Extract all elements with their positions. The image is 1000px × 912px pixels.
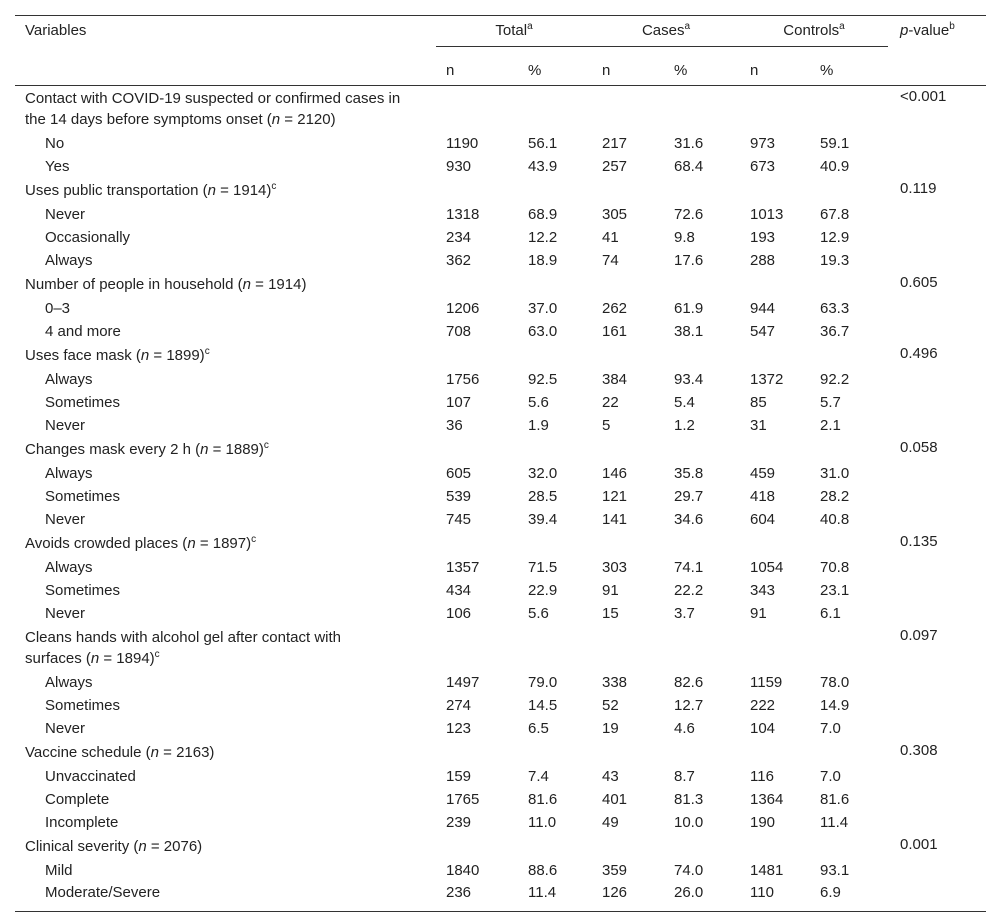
cell-total-pct: 81.6 — [528, 791, 558, 808]
cell-controls-pct: 40.9 — [820, 158, 850, 175]
row-label: Always — [45, 465, 93, 482]
cell-controls-pct: 92.2 — [820, 371, 850, 388]
cell-controls-n: 190 — [750, 814, 776, 831]
section-n-symbol: n — [200, 441, 209, 458]
header-controls-pct: % — [810, 55, 888, 86]
section-label — [15, 272, 888, 297]
cell-cases-pct: 68.4 — [674, 158, 704, 175]
cell-cases-pct: 26.0 — [664, 882, 740, 912]
cell-cases-pct: 81.3 — [674, 791, 704, 808]
section-footnote-mark: c — [204, 346, 210, 357]
cell-pvalue-empty — [888, 462, 986, 485]
cell-controls-pct: 78.0 — [820, 674, 850, 691]
cell-cases-n: 15 — [602, 605, 619, 622]
cell-total-pct: 7.4 — [528, 768, 549, 785]
cell-controls-n: 288 — [750, 252, 776, 269]
cell-cases-pct: 1.2 — [674, 417, 695, 434]
header-variables: Variables — [15, 16, 436, 86]
cell-pvalue-empty — [888, 297, 986, 320]
cell-total-pct: 12.2 — [528, 229, 558, 246]
table-section-row — [15, 343, 986, 368]
cell-total-pct: 32.0 — [528, 465, 558, 482]
cell-total-pct: 56.1 — [528, 135, 558, 152]
cell-controls-n: 604 — [750, 511, 776, 528]
cell-total-pct: 22.9 — [528, 582, 558, 599]
header-cases: Cases$^a$ — [592, 16, 740, 56]
cell-cases-n: 217 — [602, 135, 628, 152]
section-n-symbol: n — [140, 347, 150, 364]
table-row — [15, 694, 986, 717]
table-row — [15, 508, 986, 531]
section-label-text: Uses face mask ( — [25, 347, 141, 364]
section-pvalue: 0.308 — [900, 742, 938, 759]
cell-pvalue-empty — [888, 579, 986, 602]
cell-cases-pct: 82.6 — [674, 674, 704, 691]
section-n-value: = 1914) — [250, 276, 307, 293]
cell-total-pct: 11.4 — [518, 882, 592, 912]
cell-cases-pct: 29.7 — [674, 488, 704, 505]
section-n-value: = 1897) — [195, 535, 252, 552]
cell-total-n: 1318 — [446, 206, 480, 223]
cell-controls-pct: 19.3 — [820, 252, 850, 269]
cell-cases-n: 91 — [602, 582, 619, 599]
cell-total-n: 123 — [446, 720, 472, 737]
section-pvalue: <0.001 — [900, 88, 947, 105]
cell-controls-n: 343 — [750, 582, 776, 599]
section-label — [15, 740, 888, 765]
row-label: Sometimes — [45, 582, 121, 599]
table-row — [15, 462, 986, 485]
cell-total-n: 1206 — [446, 300, 480, 317]
cell-cases-pct: 17.6 — [674, 252, 704, 269]
cell-cases-n: 49 — [602, 814, 619, 831]
cell-cases-pct: 35.8 — [674, 465, 704, 482]
cell-cases-n: 338 — [602, 674, 628, 691]
cell-total-n: 605 — [446, 465, 472, 482]
row-label: Unvaccinated — [45, 768, 136, 785]
cell-pvalue-empty — [888, 508, 986, 531]
section-n-symbol: n — [242, 276, 251, 293]
section-n-value: = 1894) — [99, 650, 155, 667]
section-pvalue: 0.097 — [900, 627, 938, 644]
cell-total-n: 1190 — [446, 135, 479, 152]
row-label: 0–3 — [45, 300, 71, 317]
cell-pvalue-empty — [888, 249, 986, 272]
section-pvalue: 0.605 — [900, 274, 938, 291]
cell-total-n: 1497 — [446, 674, 480, 691]
section-label-text: Number of people in household ( — [25, 276, 243, 293]
table-section-row — [15, 625, 986, 671]
cell-controls-pct: 63.3 — [820, 300, 850, 317]
cell-controls-pct: 11.4 — [820, 814, 849, 831]
cell-cases-pct: 10.0 — [674, 814, 704, 831]
cell-cases-n: 359 — [602, 862, 628, 879]
cell-total-n: 362 — [446, 252, 472, 269]
cell-pvalue-empty — [888, 226, 986, 249]
cell-pvalue-empty — [888, 811, 986, 834]
cell-total-pct: 14.5 — [528, 697, 558, 714]
cell-pvalue-empty — [888, 320, 986, 343]
cell-controls-n: 1481 — [750, 862, 784, 879]
table-section-row — [15, 272, 986, 297]
data-table — [15, 15, 986, 912]
cell-total-pct: 5.6 — [528, 394, 549, 411]
cell-cases-n: 74 — [602, 252, 619, 269]
table-row — [15, 882, 986, 912]
cell-cases-pct: 5.4 — [674, 394, 695, 411]
section-pvalue: 0.135 — [900, 533, 938, 550]
cell-controls-pct: 7.0 — [820, 768, 841, 785]
cell-controls-n: 1013 — [750, 206, 784, 223]
cell-controls-pct: 23.1 — [820, 582, 850, 599]
cell-total-pct: 28.5 — [528, 488, 558, 505]
table-row — [15, 203, 986, 226]
cell-cases-pct: 22.2 — [674, 582, 704, 599]
cell-cases-pct: 4.6 — [674, 720, 695, 737]
cell-controls-pct: 59.1 — [820, 135, 850, 152]
cell-pvalue-empty — [888, 882, 986, 912]
cell-cases-n: 141 — [602, 511, 628, 528]
section-footnote-mark: c — [251, 534, 257, 545]
row-label: Always — [45, 252, 93, 269]
row-label: Always — [45, 371, 93, 388]
row-label: Never — [45, 720, 86, 737]
row-label: Mild — [45, 862, 73, 879]
cell-total-pct: 39.4 — [528, 511, 558, 528]
cell-controls-n: 110 — [740, 882, 810, 912]
cell-total-n: 1840 — [446, 862, 480, 879]
cell-total-n: 708 — [446, 323, 472, 340]
cell-total-n: 106 — [446, 605, 472, 622]
cell-total-n: 107 — [446, 394, 472, 411]
cell-cases-pct: 61.9 — [674, 300, 704, 317]
cell-cases-n: 43 — [602, 768, 619, 785]
table-row — [15, 414, 986, 437]
cell-cases-pct: 74.0 — [674, 862, 704, 879]
cell-controls-n: 104 — [750, 720, 776, 737]
section-n-value: = 1899) — [149, 347, 205, 364]
cell-cases-n: 262 — [602, 300, 628, 317]
section-label-text: Uses public transportation ( — [25, 182, 208, 199]
row-label: Sometimes — [45, 697, 121, 714]
cell-controls-pct: 40.8 — [820, 511, 850, 528]
header-pvalue: p-value$^b$ — [888, 16, 986, 86]
cell-controls-n: 222 — [750, 697, 776, 714]
cell-controls-n: 418 — [750, 488, 776, 505]
section-label — [15, 834, 888, 859]
table-row — [15, 320, 986, 343]
table-row — [15, 249, 986, 272]
section-label-text: Cleans hands with alcohol gel after contact with surfaces ( — [25, 629, 342, 667]
header-total-pct: % — [518, 55, 592, 86]
row-label: Complete — [45, 791, 110, 808]
cell-controls-pct: 2.1 — [820, 417, 841, 434]
cell-total-n: 434 — [446, 582, 472, 599]
row-label: Occasionally — [45, 229, 131, 246]
section-pvalue: 0.119 — [900, 180, 937, 197]
cell-pvalue-empty — [888, 765, 986, 788]
cell-total-n: 234 — [446, 229, 472, 246]
section-label — [15, 437, 888, 462]
cell-pvalue-empty — [888, 788, 986, 811]
header-total: Total$^a$ — [436, 16, 592, 56]
cell-controls-n: 31 — [750, 417, 767, 434]
cell-cases-n: 41 — [602, 229, 619, 246]
cell-total-n: 274 — [446, 697, 472, 714]
section-n-symbol: n — [90, 650, 100, 667]
cell-controls-n: 547 — [750, 323, 776, 340]
section-pvalue: 0.001 — [900, 836, 938, 853]
header-total-n: n — [436, 55, 518, 86]
table-row — [15, 226, 986, 249]
section-n-value: = 2120) — [280, 111, 336, 128]
cell-cases-pct: 74.1 — [674, 559, 704, 576]
section-label — [15, 531, 888, 556]
cell-total-pct: 71.5 — [528, 559, 558, 576]
table-row — [15, 671, 986, 694]
cell-cases-pct: 34.6 — [674, 511, 704, 528]
table-row — [15, 155, 986, 178]
section-label-text: Clinical severity ( — [25, 838, 139, 855]
section-n-symbol: n — [207, 182, 216, 199]
table-section-row — [15, 86, 986, 133]
row-label: Never — [45, 206, 86, 223]
section-n-symbol: n — [187, 535, 196, 552]
section-n-symbol: n — [138, 838, 147, 855]
header-controls: Controls$^a$ — [740, 16, 888, 56]
row-label: No — [45, 135, 65, 152]
cell-total-pct: 79.0 — [528, 674, 558, 691]
section-label — [15, 178, 888, 203]
cell-total-n: 236 — [436, 882, 518, 912]
cell-total-n: 1765 — [446, 791, 480, 808]
row-label: Always — [45, 674, 93, 691]
cell-total-n: 159 — [446, 768, 472, 785]
cell-cases-n: 303 — [602, 559, 628, 576]
cell-cases-n: 22 — [602, 394, 619, 411]
row-label: Never — [45, 511, 86, 528]
cell-controls-pct: 5.7 — [820, 394, 841, 411]
cell-total-pct: 92.5 — [528, 371, 558, 388]
table-row — [15, 297, 986, 320]
cell-total-n: 745 — [446, 511, 472, 528]
cell-total-n: 1756 — [446, 371, 480, 388]
cell-total-n: 930 — [446, 158, 472, 175]
cell-controls-pct: 28.2 — [820, 488, 850, 505]
cell-controls-pct: 7.0 — [820, 720, 841, 737]
cell-controls-pct: 12.9 — [820, 229, 850, 246]
cell-total-pct: 6.5 — [528, 720, 549, 737]
cell-total-pct: 68.9 — [528, 206, 558, 223]
table-row — [15, 811, 986, 834]
cell-total-pct: 5.6 — [528, 605, 549, 622]
section-footnote-mark: c — [271, 181, 277, 192]
table-row — [15, 368, 986, 391]
row-label: Sometimes — [45, 488, 121, 505]
cell-controls-n: 91 — [750, 605, 767, 622]
header-controls-n: n — [740, 55, 810, 86]
cell-controls-n: 1372 — [750, 371, 784, 388]
section-n-value: = 1914) — [215, 182, 272, 199]
cell-pvalue-empty — [888, 694, 986, 717]
cell-cases-pct: 3.7 — [674, 605, 695, 622]
table-row — [15, 579, 986, 602]
section-label — [15, 343, 888, 368]
cell-pvalue-empty — [888, 414, 986, 437]
cell-total-pct: 88.6 — [528, 862, 558, 879]
section-label — [15, 86, 888, 133]
cell-controls-n: 673 — [750, 158, 776, 175]
cell-controls-pct: 81.6 — [820, 791, 850, 808]
cell-pvalue-empty — [888, 368, 986, 391]
table-body — [15, 86, 986, 912]
cell-controls-n: 193 — [750, 229, 776, 246]
cell-pvalue-empty — [888, 391, 986, 414]
cell-pvalue-empty — [888, 485, 986, 508]
cell-cases-n: 126 — [592, 882, 664, 912]
table-row — [15, 602, 986, 625]
cell-total-pct: 37.0 — [528, 300, 558, 317]
section-label-text: Avoids crowded places ( — [25, 535, 188, 552]
cell-controls-n: 944 — [750, 300, 776, 317]
cell-total-pct: 63.0 — [528, 323, 558, 340]
cell-cases-n: 52 — [602, 697, 619, 714]
cell-cases-n: 305 — [602, 206, 628, 223]
table-row — [15, 859, 986, 882]
cell-controls-pct: 70.8 — [820, 559, 850, 576]
table-section-row — [15, 531, 986, 556]
section-n-symbol: n — [271, 111, 281, 128]
table-row — [15, 391, 986, 414]
cell-controls-pct: 67.8 — [820, 206, 850, 223]
cell-cases-n: 121 — [602, 488, 628, 505]
cell-cases-pct: 9.8 — [674, 229, 695, 246]
row-label: 4 and more — [45, 323, 121, 340]
section-pvalue: 0.496 — [900, 345, 938, 362]
cell-cases-n: 257 — [602, 158, 628, 175]
table-row — [15, 717, 986, 740]
cell-pvalue-empty — [888, 556, 986, 579]
cell-cases-pct: 8.7 — [674, 768, 695, 785]
row-label: Yes — [45, 158, 70, 175]
table-row — [15, 765, 986, 788]
section-label-text: Vaccine schedule ( — [25, 744, 151, 761]
cell-cases-n: 161 — [602, 323, 628, 340]
cell-total-n: 239 — [446, 814, 472, 831]
section-label-text: Contact with COVID-19 suspected or confirmed cases in the 14 days before symptoms onset ( — [25, 90, 401, 128]
cell-cases-pct: 38.1 — [674, 323, 704, 340]
table-section-row — [15, 834, 986, 859]
table-row — [15, 485, 986, 508]
cell-controls-n: 1054 — [750, 559, 784, 576]
cell-controls-pct: 14.9 — [820, 697, 850, 714]
cell-controls-pct: 93.1 — [820, 862, 850, 879]
cell-controls-n: 116 — [750, 768, 774, 785]
row-label: Never — [45, 417, 86, 434]
cell-total-pct: 1.9 — [528, 417, 549, 434]
cell-cases-pct: 72.6 — [674, 206, 704, 223]
cell-total-pct: 43.9 — [528, 158, 558, 175]
section-pvalue: 0.058 — [900, 439, 938, 456]
cell-pvalue-empty — [888, 859, 986, 882]
row-label: Never — [45, 605, 86, 622]
table-row — [15, 788, 986, 811]
cell-pvalue-empty — [888, 671, 986, 694]
table-container — [15, 15, 986, 912]
cell-total-n: 539 — [446, 488, 472, 505]
row-label: Moderate/Severe — [15, 882, 436, 912]
cell-controls-n: 459 — [750, 465, 776, 482]
cell-pvalue-empty — [888, 717, 986, 740]
section-n-value: = 2163) — [158, 744, 215, 761]
table-section-row — [15, 740, 986, 765]
table-section-row — [15, 178, 986, 203]
cell-cases-n: 19 — [602, 720, 619, 737]
table-row — [15, 132, 986, 155]
cell-controls-n: 1364 — [750, 791, 784, 808]
section-n-value: = 2076) — [146, 838, 203, 855]
cell-controls-n: 1159 — [750, 674, 783, 691]
header-cases-n: n — [592, 55, 664, 86]
section-n-symbol: n — [150, 744, 159, 761]
table-section-row — [15, 437, 986, 462]
cell-pvalue-empty — [888, 155, 986, 178]
cell-cases-n: 401 — [602, 791, 628, 808]
section-footnote-mark: c — [263, 440, 269, 451]
cell-cases-n: 384 — [602, 371, 628, 388]
section-n-value: = 1889) — [208, 441, 264, 458]
cell-pvalue-empty — [888, 203, 986, 226]
cell-controls-pct: 31.0 — [820, 465, 850, 482]
cell-total-pct: 11.0 — [528, 814, 557, 831]
header-cases-pct: % — [664, 55, 740, 86]
section-label-text: Changes mask every 2 h ( — [25, 441, 201, 458]
table-row — [15, 556, 986, 579]
cell-pvalue-empty — [888, 602, 986, 625]
table-header — [15, 16, 986, 86]
cell-controls-pct: 6.1 — [820, 605, 841, 622]
section-label — [15, 625, 888, 671]
row-label: Incomplete — [45, 814, 119, 831]
cell-controls-pct: 36.7 — [820, 323, 850, 340]
cell-total-n: 1357 — [446, 559, 480, 576]
cell-controls-pct: 6.9 — [810, 882, 888, 912]
cell-cases-pct: 12.7 — [674, 697, 704, 714]
cell-cases-n: 146 — [602, 465, 628, 482]
cell-pvalue-empty — [888, 132, 986, 155]
cell-total-n: 36 — [446, 417, 463, 434]
row-label: Sometimes — [45, 394, 121, 411]
cell-total-pct: 18.9 — [528, 252, 558, 269]
section-footnote-mark: c — [154, 649, 160, 660]
cell-cases-n: 5 — [602, 417, 611, 434]
cell-controls-n: 85 — [750, 394, 767, 411]
cell-controls-n: 973 — [750, 135, 776, 152]
cell-cases-pct: 31.6 — [674, 135, 704, 152]
row-label: Always — [45, 559, 93, 576]
cell-cases-pct: 93.4 — [674, 371, 704, 388]
